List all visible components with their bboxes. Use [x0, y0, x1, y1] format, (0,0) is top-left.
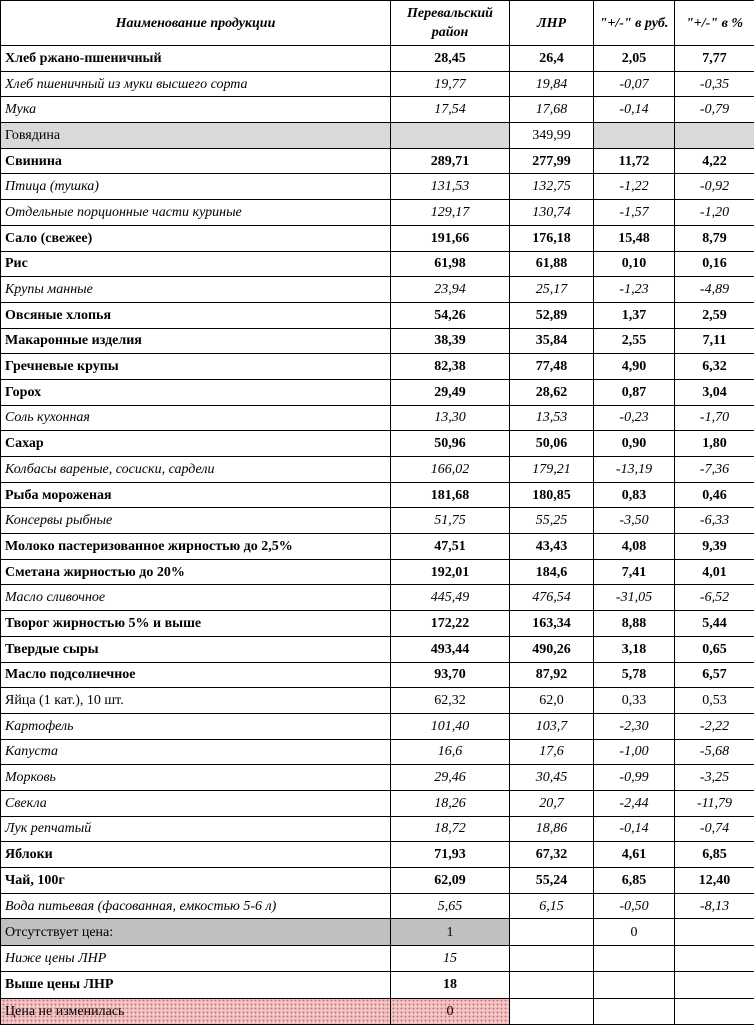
summary-row: [1, 945, 754, 971]
diff-rub-cell: -0,07: [594, 71, 675, 97]
summary-empty-cell: [675, 972, 754, 998]
diff-rub-cell: 4,08: [594, 534, 675, 560]
diff-pct-cell: 5,44: [675, 611, 754, 637]
diff-pct-cell: 0,65: [675, 636, 754, 662]
diff-rub-cell: -1,23: [594, 277, 675, 303]
summary-label-cell: Выше цены ЛНР: [1, 972, 391, 998]
summary-row: [1, 998, 754, 1024]
diff-pct-cell: [675, 123, 754, 149]
diff-rub-cell: -13,19: [594, 457, 675, 483]
product-name-cell: Горох: [1, 379, 391, 405]
lnr-price-cell: 50,06: [510, 431, 594, 457]
district-price-cell: [391, 123, 510, 149]
summary-row: [1, 972, 754, 998]
table-row: [1, 482, 754, 508]
table-row: [1, 790, 754, 816]
diff-rub-cell: 3,18: [594, 636, 675, 662]
lnr-price-cell: 87,92: [510, 662, 594, 688]
district-price-cell: 16,6: [391, 739, 510, 765]
district-price-cell: 18,26: [391, 790, 510, 816]
lnr-price-cell: 490,26: [510, 636, 594, 662]
district-price-cell: 13,30: [391, 405, 510, 431]
diff-pct-cell: 0,53: [675, 688, 754, 714]
diff-rub-cell: [594, 123, 675, 149]
diff-pct-cell: 12,40: [675, 868, 754, 894]
diff-rub-cell: 0,90: [594, 431, 675, 457]
district-price-cell: 29,49: [391, 379, 510, 405]
diff-rub-cell: 11,72: [594, 148, 675, 174]
lnr-price-cell: 55,25: [510, 508, 594, 534]
summary-count-cell: 18: [391, 972, 510, 998]
district-price-cell: 54,26: [391, 302, 510, 328]
product-name-cell: Хлеб пшеничный из муки высшего сорта: [1, 71, 391, 97]
diff-rub-cell: 0,83: [594, 482, 675, 508]
summary-count-cell: 15: [391, 945, 510, 971]
lnr-price-cell: 132,75: [510, 174, 594, 200]
table-row: [1, 71, 754, 97]
product-name-cell: Сало (свежее): [1, 225, 391, 251]
product-name-cell: Овсяные хлопья: [1, 302, 391, 328]
diff-rub-cell: -1,22: [594, 174, 675, 200]
lnr-price-cell: 179,21: [510, 457, 594, 483]
diff-rub-cell: -1,00: [594, 739, 675, 765]
summary-body: [1, 919, 754, 1025]
product-name-cell: Яблоки: [1, 842, 391, 868]
diff-rub-cell: 1,37: [594, 302, 675, 328]
header-diff-rub: "+/-" в руб.: [594, 1, 675, 46]
district-price-cell: 172,22: [391, 611, 510, 637]
diff-pct-cell: 0,16: [675, 251, 754, 277]
diff-pct-cell: -11,79: [675, 790, 754, 816]
diff-rub-cell: -0,14: [594, 97, 675, 123]
product-name-cell: Крупы манные: [1, 277, 391, 303]
product-name-cell: Яйца (1 кат.), 10 шт.: [1, 688, 391, 714]
table-row: [1, 302, 754, 328]
summary-empty-cell: [675, 998, 754, 1024]
lnr-price-cell: 180,85: [510, 482, 594, 508]
product-name-cell: Отдельные порционные части куриные: [1, 200, 391, 226]
lnr-price-cell: 20,7: [510, 790, 594, 816]
diff-rub-cell: 2,05: [594, 46, 675, 72]
summary-extra-cell: [594, 972, 675, 998]
district-price-cell: 50,96: [391, 431, 510, 457]
district-price-cell: 51,75: [391, 508, 510, 534]
diff-rub-cell: -3,50: [594, 508, 675, 534]
lnr-price-cell: 277,99: [510, 148, 594, 174]
product-name-cell: Капуста: [1, 739, 391, 765]
district-price-cell: 131,53: [391, 174, 510, 200]
diff-pct-cell: 2,59: [675, 302, 754, 328]
lnr-price-cell: 6,15: [510, 893, 594, 919]
diff-pct-cell: -7,36: [675, 457, 754, 483]
header-lnr: ЛНР: [510, 1, 594, 46]
diff-pct-cell: 6,85: [675, 842, 754, 868]
diff-pct-cell: -0,35: [675, 71, 754, 97]
table-row: [1, 868, 754, 894]
lnr-price-cell: 25,17: [510, 277, 594, 303]
diff-rub-cell: 0,87: [594, 379, 675, 405]
table-row: [1, 354, 754, 380]
product-name-cell: Твердые сыры: [1, 636, 391, 662]
product-name-cell: Говядина: [1, 123, 391, 149]
diff-rub-cell: -2,44: [594, 790, 675, 816]
product-name-cell: Сахар: [1, 431, 391, 457]
diff-pct-cell: 3,04: [675, 379, 754, 405]
lnr-price-cell: 61,88: [510, 251, 594, 277]
lnr-price-cell: 476,54: [510, 585, 594, 611]
product-name-cell: Вода питьевая (фасованная, емкостью 5-6 л): [1, 893, 391, 919]
summary-extra-cell: [594, 998, 675, 1024]
lnr-price-cell: 67,32: [510, 842, 594, 868]
diff-pct-cell: 9,39: [675, 534, 754, 560]
district-price-cell: 191,66: [391, 225, 510, 251]
product-name-cell: Консервы рыбные: [1, 508, 391, 534]
lnr-price-cell: 52,89: [510, 302, 594, 328]
diff-pct-cell: 4,22: [675, 148, 754, 174]
diff-pct-cell: 8,79: [675, 225, 754, 251]
header-district: Перевальский район: [391, 1, 510, 46]
diff-rub-cell: 0,10: [594, 251, 675, 277]
table-row: [1, 893, 754, 919]
district-price-cell: 29,46: [391, 765, 510, 791]
diff-rub-cell: 8,88: [594, 611, 675, 637]
lnr-price-cell: 13,53: [510, 405, 594, 431]
lnr-price-cell: 28,62: [510, 379, 594, 405]
product-name-cell: Мука: [1, 97, 391, 123]
diff-pct-cell: -5,68: [675, 739, 754, 765]
district-price-cell: 19,77: [391, 71, 510, 97]
table-row: [1, 559, 754, 585]
table-row: [1, 46, 754, 72]
summary-empty-cell: [510, 998, 594, 1024]
diff-pct-cell: -8,13: [675, 893, 754, 919]
diff-pct-cell: -0,79: [675, 97, 754, 123]
district-price-cell: 47,51: [391, 534, 510, 560]
table-row: [1, 765, 754, 791]
table-row: [1, 636, 754, 662]
product-name-cell: Свинина: [1, 148, 391, 174]
lnr-price-cell: 349,99: [510, 123, 594, 149]
diff-rub-cell: -0,99: [594, 765, 675, 791]
lnr-price-cell: 176,18: [510, 225, 594, 251]
district-price-cell: 101,40: [391, 713, 510, 739]
product-name-cell: Масло подсолнечное: [1, 662, 391, 688]
summary-empty-cell: [675, 919, 754, 945]
table-row: [1, 225, 754, 251]
summary-extra-cell: [594, 945, 675, 971]
diff-pct-cell: -1,20: [675, 200, 754, 226]
table-header-row: [1, 1, 754, 46]
table-row: [1, 277, 754, 303]
diff-pct-cell: 1,80: [675, 431, 754, 457]
district-price-cell: 493,44: [391, 636, 510, 662]
diff-pct-cell: 0,46: [675, 482, 754, 508]
lnr-price-cell: 19,84: [510, 71, 594, 97]
district-price-cell: 289,71: [391, 148, 510, 174]
diff-pct-cell: 6,32: [675, 354, 754, 380]
table-row: [1, 585, 754, 611]
product-name-cell: Хлеб ржано-пшеничный: [1, 46, 391, 72]
diff-pct-cell: -1,70: [675, 405, 754, 431]
product-name-cell: Колбасы вареные, сосиски, сардели: [1, 457, 391, 483]
lnr-price-cell: 55,24: [510, 868, 594, 894]
table-row: [1, 457, 754, 483]
product-name-cell: Птица (тушка): [1, 174, 391, 200]
lnr-price-cell: 103,7: [510, 713, 594, 739]
diff-rub-cell: 6,85: [594, 868, 675, 894]
diff-rub-cell: -2,30: [594, 713, 675, 739]
product-name-cell: Свекла: [1, 790, 391, 816]
summary-empty-cell: [510, 972, 594, 998]
header-diff-pct: "+/-" в %: [675, 1, 754, 46]
table-row: [1, 816, 754, 842]
diff-rub-cell: 4,90: [594, 354, 675, 380]
product-name-cell: Чай, 100г: [1, 868, 391, 894]
lnr-price-cell: 43,43: [510, 534, 594, 560]
diff-rub-cell: -0,50: [594, 893, 675, 919]
diff-rub-cell: 5,78: [594, 662, 675, 688]
product-name-cell: Рис: [1, 251, 391, 277]
summary-label-cell: Цена не изменилась: [1, 998, 391, 1024]
product-name-cell: Масло сливочное: [1, 585, 391, 611]
diff-pct-cell: -6,33: [675, 508, 754, 534]
product-name-cell: Картофель: [1, 713, 391, 739]
lnr-price-cell: 62,0: [510, 688, 594, 714]
diff-pct-cell: 7,77: [675, 46, 754, 72]
product-name-cell: Творог жирностью 5% и выше: [1, 611, 391, 637]
product-name-cell: Гречневые крупы: [1, 354, 391, 380]
district-price-cell: 18,72: [391, 816, 510, 842]
diff-pct-cell: -3,25: [675, 765, 754, 791]
district-price-cell: 192,01: [391, 559, 510, 585]
summary-label-cell: Отсутствует цена:: [1, 919, 391, 945]
table-body: [1, 46, 754, 919]
lnr-price-cell: 18,86: [510, 816, 594, 842]
diff-rub-cell: 4,61: [594, 842, 675, 868]
district-price-cell: 93,70: [391, 662, 510, 688]
district-price-cell: 17,54: [391, 97, 510, 123]
table-row: [1, 508, 754, 534]
lnr-price-cell: 26,4: [510, 46, 594, 72]
summary-extra-cell: 0: [594, 919, 675, 945]
diff-rub-cell: -1,57: [594, 200, 675, 226]
summary-empty-cell: [510, 945, 594, 971]
district-price-cell: 62,09: [391, 868, 510, 894]
district-price-cell: 181,68: [391, 482, 510, 508]
table-row: [1, 713, 754, 739]
diff-rub-cell: -0,23: [594, 405, 675, 431]
lnr-price-cell: 30,45: [510, 765, 594, 791]
diff-rub-cell: 15,48: [594, 225, 675, 251]
table-row: [1, 739, 754, 765]
diff-pct-cell: 7,11: [675, 328, 754, 354]
district-price-cell: 28,45: [391, 46, 510, 72]
product-name-cell: Макаронные изделия: [1, 328, 391, 354]
table-row: [1, 251, 754, 277]
product-name-cell: Сметана жирностью до 20%: [1, 559, 391, 585]
district-price-cell: 38,39: [391, 328, 510, 354]
diff-rub-cell: -31,05: [594, 585, 675, 611]
summary-row: [1, 919, 754, 945]
table-row: [1, 200, 754, 226]
diff-rub-cell: 0,33: [594, 688, 675, 714]
lnr-price-cell: 17,6: [510, 739, 594, 765]
summary-empty-cell: [510, 919, 594, 945]
table-row: [1, 97, 754, 123]
diff-pct-cell: -0,74: [675, 816, 754, 842]
product-name-cell: Лук репчатый: [1, 816, 391, 842]
table-row: [1, 688, 754, 714]
table-row: [1, 405, 754, 431]
summary-empty-cell: [675, 945, 754, 971]
district-price-cell: 23,94: [391, 277, 510, 303]
district-price-cell: 445,49: [391, 585, 510, 611]
table-row: [1, 662, 754, 688]
district-price-cell: 82,38: [391, 354, 510, 380]
summary-count-cell: 1: [391, 919, 510, 945]
lnr-price-cell: 17,68: [510, 97, 594, 123]
product-name-cell: Рыба мороженая: [1, 482, 391, 508]
district-price-cell: 61,98: [391, 251, 510, 277]
diff-pct-cell: -0,92: [675, 174, 754, 200]
diff-rub-cell: 2,55: [594, 328, 675, 354]
header-product-name: Наименование продукции: [1, 1, 391, 46]
table-row: [1, 534, 754, 560]
diff-pct-cell: 4,01: [675, 559, 754, 585]
district-price-cell: 5,65: [391, 893, 510, 919]
diff-pct-cell: 6,57: [675, 662, 754, 688]
summary-label-cell: Ниже цены ЛНР: [1, 945, 391, 971]
diff-pct-cell: -6,52: [675, 585, 754, 611]
district-price-cell: 129,17: [391, 200, 510, 226]
lnr-price-cell: 163,34: [510, 611, 594, 637]
product-name-cell: Молоко пастеризованное жирностью до 2,5%: [1, 534, 391, 560]
table-row: [1, 431, 754, 457]
table-row: [1, 174, 754, 200]
table-row: [1, 328, 754, 354]
district-price-cell: 71,93: [391, 842, 510, 868]
district-price-cell: 166,02: [391, 457, 510, 483]
diff-rub-cell: -0,14: [594, 816, 675, 842]
table-row: [1, 611, 754, 637]
diff-pct-cell: -4,89: [675, 277, 754, 303]
lnr-price-cell: 77,48: [510, 354, 594, 380]
table-row: [1, 379, 754, 405]
product-name-cell: Морковь: [1, 765, 391, 791]
table-row: [1, 123, 754, 149]
lnr-price-cell: 35,84: [510, 328, 594, 354]
lnr-price-cell: 130,74: [510, 200, 594, 226]
district-price-cell: 62,32: [391, 688, 510, 714]
diff-rub-cell: 7,41: [594, 559, 675, 585]
table-row: [1, 842, 754, 868]
product-name-cell: Соль кухонная: [1, 405, 391, 431]
diff-pct-cell: -2,22: [675, 713, 754, 739]
summary-count-cell: 0: [391, 998, 510, 1024]
lnr-price-cell: 184,6: [510, 559, 594, 585]
table-row: [1, 148, 754, 174]
